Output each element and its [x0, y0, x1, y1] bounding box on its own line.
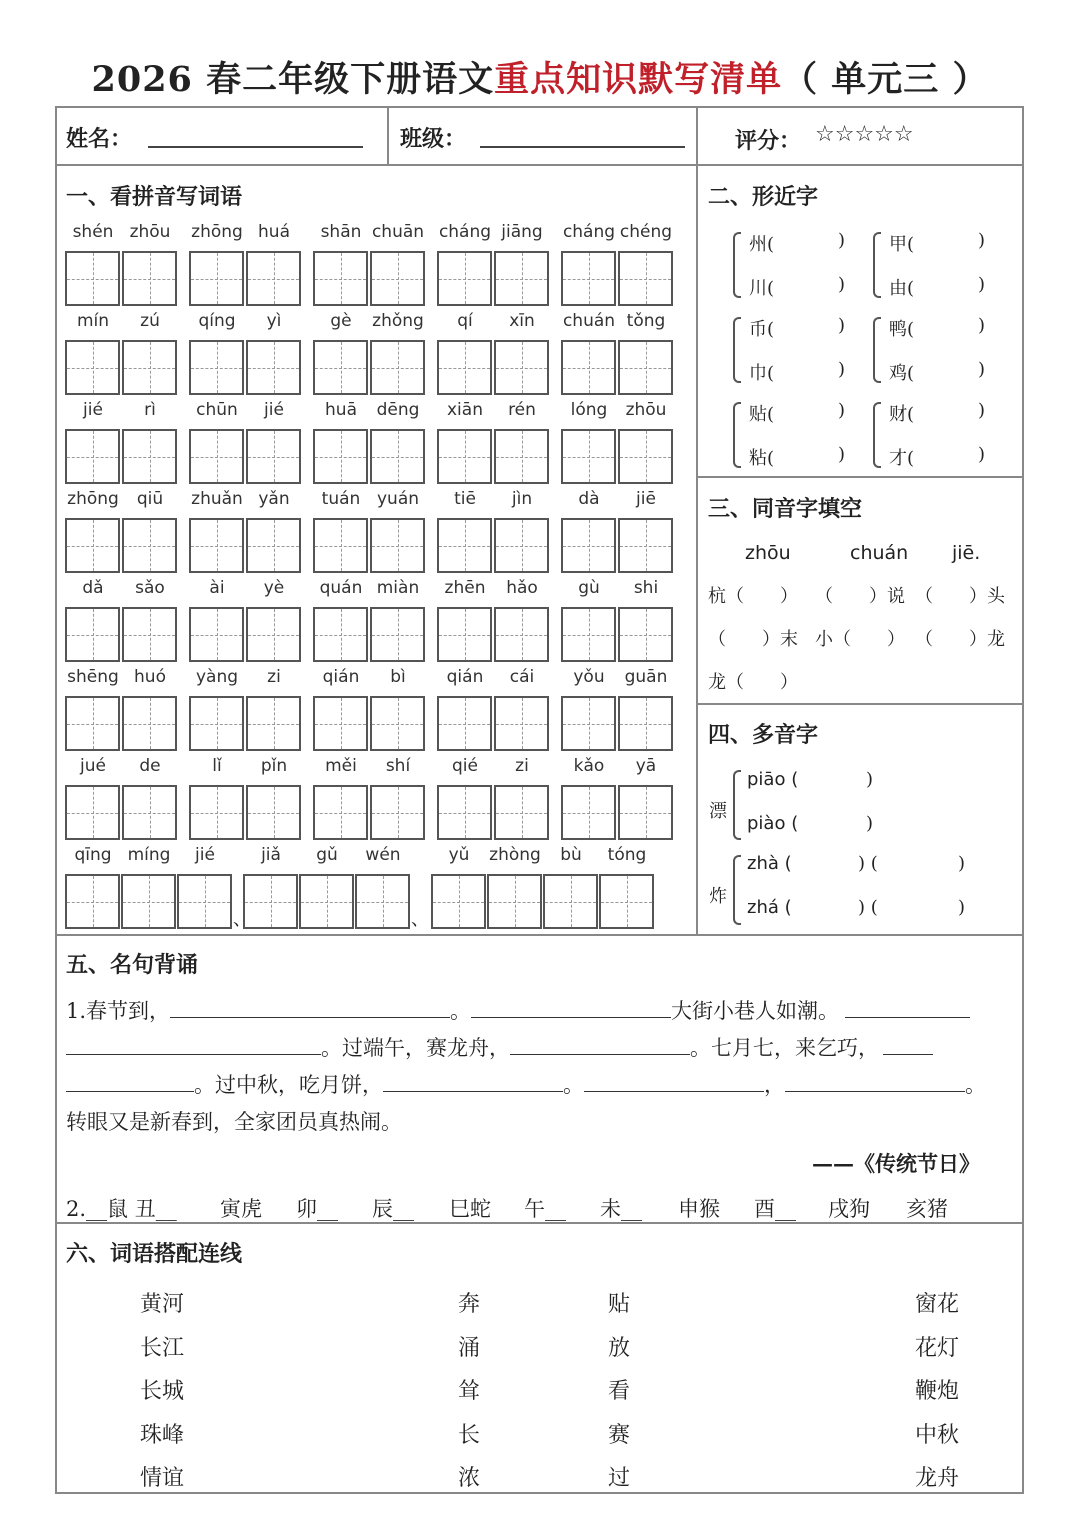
pinyin-syllable: de	[139, 756, 161, 776]
brace	[873, 402, 881, 468]
pinyin-syllable: tuán	[321, 489, 361, 509]
match-word[interactable]: 贴	[608, 1292, 631, 1317]
pinyin-syllable: gù	[578, 578, 600, 598]
pinyin-syllable: huá	[258, 222, 290, 242]
match-word[interactable]: 龙舟	[915, 1466, 960, 1491]
pinyin-syllable: shān	[320, 222, 362, 242]
writing-cell[interactable]	[246, 251, 301, 306]
poem-line-1: 1.春节到， 。 大街小巷人如潮。	[66, 993, 1016, 1030]
match-word[interactable]: 长	[458, 1422, 481, 1448]
poem-blank[interactable]	[66, 1069, 194, 1092]
homophone-pinyin: jiē.	[952, 542, 981, 564]
writing-cell[interactable]	[618, 607, 673, 662]
pinyin-syllable: miàn	[376, 578, 420, 598]
pinyin-syllable: ài	[209, 578, 225, 598]
poem-blank[interactable]	[785, 1069, 965, 1092]
brace	[733, 232, 741, 298]
homophone-blank[interactable]: （ ）末	[708, 629, 798, 650]
pinyin-syllable: tiē	[454, 489, 476, 509]
zodiac-item[interactable]: 酉__	[754, 1197, 796, 1221]
section-4-title: 四、多音字	[708, 722, 819, 748]
writing-cell[interactable]	[618, 785, 673, 840]
polyphone-reading[interactable]: zhá (	[747, 897, 792, 918]
pinyin-syllable: mín	[76, 311, 110, 331]
writing-cell[interactable]	[246, 429, 301, 484]
poem-blank[interactable]	[66, 1032, 321, 1055]
pinyin-syllable: cái	[509, 667, 535, 687]
writing-cell[interactable]	[618, 429, 673, 484]
writing-cell[interactable]	[561, 785, 616, 840]
writing-cell[interactable]	[599, 874, 654, 929]
paren: ) (	[858, 897, 878, 918]
page-title: 2026 春二年级下册语文重点知识默写清单（ 单元三 ）	[91, 59, 989, 100]
writing-cell[interactable]	[65, 340, 120, 395]
pinyin-syllable: qiū	[136, 489, 164, 509]
poem-blank[interactable]	[170, 995, 450, 1018]
divider	[55, 934, 1024, 936]
match-word[interactable]: 放	[608, 1335, 631, 1361]
zodiac-item[interactable]: 2.__鼠 丑__	[66, 1197, 177, 1221]
writing-cell[interactable]	[437, 785, 492, 840]
pinyin-syllable: zhòng	[489, 845, 541, 865]
zodiac-item[interactable]: 午__	[524, 1197, 566, 1221]
paren: )	[838, 315, 846, 336]
homophone-pinyin: zhōu	[745, 542, 791, 564]
writing-cell[interactable]	[65, 518, 120, 573]
polyphone-reading[interactable]: zhà (	[747, 853, 792, 874]
polyphone-char: 炸	[709, 886, 727, 907]
writing-cell[interactable]	[189, 340, 244, 395]
writing-cell[interactable]	[618, 251, 673, 306]
writing-cell[interactable]	[65, 607, 120, 662]
pinyin-syllable: yuán	[376, 489, 420, 509]
zodiac-item: 申猴	[678, 1197, 720, 1221]
divider	[696, 703, 1024, 705]
section-2-title: 二、形近字	[708, 184, 819, 210]
pinyin-syllable: wén	[365, 845, 401, 865]
section-6-title: 六、词语搭配连线	[66, 1241, 243, 1267]
writing-cell[interactable]	[618, 696, 673, 751]
pinyin-syllable: xiān	[447, 400, 483, 420]
writing-cell[interactable]	[494, 429, 549, 484]
pinyin-syllable: dǎ	[82, 578, 104, 598]
writing-cell[interactable]	[561, 251, 616, 306]
pinyin-syllable: zhuǎn	[191, 489, 243, 509]
match-word[interactable]: 赛	[608, 1422, 631, 1448]
pinyin-syllable: shén	[72, 222, 114, 242]
paren: )	[838, 359, 846, 380]
writing-cell[interactable]	[313, 340, 368, 395]
pinyin-syllable: yì	[266, 311, 282, 331]
writing-cell[interactable]	[122, 785, 177, 840]
writing-cell[interactable]	[121, 874, 176, 929]
pinyin-syllable: xīn	[509, 311, 535, 331]
homophone-blank[interactable]: 小（ ）	[815, 629, 905, 650]
writing-cell[interactable]	[65, 696, 120, 751]
divider	[696, 476, 1024, 478]
similar-char-blank[interactable]: 由(	[889, 278, 915, 299]
match-word[interactable]: 黄河	[140, 1292, 185, 1317]
paren: ) (	[858, 853, 878, 874]
writing-cell[interactable]	[122, 607, 177, 662]
pinyin-syllable: shi	[633, 578, 659, 598]
paren: )	[838, 444, 846, 465]
pinyin-syllable: lǐ	[212, 756, 222, 776]
writing-cell[interactable]	[370, 518, 425, 573]
writing-cell[interactable]	[618, 340, 673, 395]
similar-char-blank[interactable]: 才(	[889, 448, 915, 469]
writing-cell[interactable]	[189, 607, 244, 662]
paren: )	[978, 359, 986, 380]
polyphone-char: 漂	[709, 801, 727, 822]
pinyin-syllable: yā	[635, 756, 657, 776]
writing-cell[interactable]	[370, 429, 425, 484]
homophone-blank[interactable]: （ ）头	[915, 586, 1005, 607]
writing-cell[interactable]	[246, 785, 301, 840]
writing-cell[interactable]	[370, 696, 425, 751]
pinyin-syllable: zhēn	[444, 578, 486, 598]
poem-blank[interactable]	[510, 1032, 690, 1055]
homophone-pinyin: chuán	[850, 542, 909, 564]
pinyin-syllable: qié	[452, 756, 478, 776]
writing-cell[interactable]	[65, 429, 120, 484]
pinyin-syllable: guān	[624, 667, 668, 687]
pinyin-syllable: chuán	[562, 311, 616, 331]
pinyin-syllable: hǎo	[506, 578, 538, 598]
writing-cell[interactable]	[561, 518, 616, 573]
zodiac-item: 亥猪	[906, 1197, 948, 1221]
writing-cell[interactable]	[370, 251, 425, 306]
match-word[interactable]: 涌	[458, 1335, 481, 1361]
pinyin-syllable: qíng	[198, 311, 236, 331]
writing-cell[interactable]	[189, 251, 244, 306]
pinyin-syllable: yǎn	[258, 489, 290, 509]
writing-cell[interactable]	[313, 251, 368, 306]
pinyin-syllable: kǎo	[573, 756, 605, 776]
pinyin-syllable: bù	[560, 845, 582, 865]
section-3-title: 三、同音字填空	[708, 496, 863, 522]
pinyin-syllable: qián	[322, 667, 360, 687]
paren: )	[978, 230, 986, 251]
polyphone-reading[interactable]: piāo (	[747, 769, 799, 790]
writing-cell[interactable]	[561, 429, 616, 484]
name-field[interactable]	[148, 146, 363, 148]
similar-char-blank[interactable]: 巾(	[749, 363, 775, 384]
pinyin-syllable: chéng	[619, 222, 673, 242]
pinyin-syllable: zhōu	[129, 222, 171, 242]
pinyin-syllable: sǎo	[135, 578, 165, 598]
similar-char-blank[interactable]: 财(	[889, 404, 915, 425]
pinyin-syllable: cháng	[438, 222, 492, 242]
poem-line-3: 。过中秋，吃月饼， 。 ， 。	[66, 1067, 1016, 1104]
pinyin-syllable: quán	[319, 578, 363, 598]
pinyin-syllable: lóng	[570, 400, 608, 420]
writing-cell[interactable]	[189, 429, 244, 484]
pinyin-syllable: dēng	[376, 400, 420, 420]
pinyin-syllable: zú	[140, 311, 160, 331]
homophone-blank[interactable]: 龙（ ）	[708, 672, 798, 693]
paren: )	[978, 400, 986, 421]
writing-cell[interactable]	[561, 696, 616, 751]
match-word[interactable]: 奔	[458, 1292, 481, 1317]
match-word[interactable]: 浓	[458, 1466, 481, 1491]
writing-cell[interactable]	[122, 251, 177, 306]
pinyin-syllable: jìn	[511, 489, 533, 509]
pinyin-syllable: zhōu	[625, 400, 667, 420]
section-5-title: 五、名句背诵	[66, 952, 199, 978]
paren: )	[838, 230, 846, 251]
writing-cell[interactable]	[65, 874, 120, 929]
poem-blank[interactable]	[883, 1032, 933, 1055]
writing-cell[interactable]	[370, 607, 425, 662]
writing-cell[interactable]	[65, 251, 120, 306]
writing-cell[interactable]	[189, 785, 244, 840]
writing-cell[interactable]	[437, 696, 492, 751]
writing-cell[interactable]	[494, 518, 549, 573]
writing-cell[interactable]	[122, 696, 177, 751]
class-label: 班级：	[400, 126, 467, 152]
polyphone-reading[interactable]: piào (	[747, 813, 799, 834]
writing-cell[interactable]	[561, 340, 616, 395]
writing-cell[interactable]	[243, 874, 298, 929]
writing-cell[interactable]	[487, 874, 542, 929]
writing-cell[interactable]	[189, 696, 244, 751]
pinyin-syllable: pǐn	[260, 756, 288, 776]
paren: )	[866, 813, 874, 834]
pinyin-syllable: yè	[263, 578, 285, 598]
pinyin-syllable: qián	[446, 667, 484, 687]
pinyin-syllable: yǒu	[573, 667, 605, 687]
pinyin-syllable: míng	[127, 845, 171, 865]
divider	[55, 164, 1024, 166]
writing-cell[interactable]	[494, 785, 549, 840]
pinyin-syllable: jié	[195, 845, 215, 865]
brace	[733, 317, 741, 383]
pinyin-syllable: jié	[83, 400, 103, 420]
paren: )	[978, 274, 986, 295]
paren: )	[958, 897, 966, 918]
poem-blank[interactable]	[584, 1069, 764, 1092]
pinyin-syllable: huā	[325, 400, 357, 420]
brace	[873, 317, 881, 383]
name-label: 姓名：	[66, 126, 133, 152]
pinyin-syllable: zi	[267, 667, 281, 687]
pinyin-syllable: jiāng	[501, 222, 543, 242]
match-word[interactable]: 耸	[458, 1379, 481, 1404]
pinyin-syllable: gè	[330, 311, 352, 331]
zodiac-item: 巳蛇	[449, 1197, 491, 1221]
writing-cell[interactable]	[431, 874, 486, 929]
paren: )	[838, 400, 846, 421]
match-word[interactable]: 看	[608, 1379, 631, 1404]
pinyin-syllable: zi	[515, 756, 529, 776]
writing-cell[interactable]	[494, 696, 549, 751]
writing-cell[interactable]	[122, 340, 177, 395]
pinyin-syllable: huó	[134, 667, 166, 687]
separator: 、	[411, 909, 429, 930]
match-word[interactable]: 窗花	[915, 1292, 960, 1317]
similar-char-blank[interactable]: 鸡(	[889, 363, 915, 384]
pinyin-syllable: tǒng	[626, 311, 666, 331]
poem-line-4: 转眼又是新春到，全家团员真热闹。	[66, 1110, 402, 1134]
pinyin-syllable: rì	[144, 400, 156, 420]
similar-char-blank[interactable]: 川(	[749, 278, 775, 299]
writing-cell[interactable]	[437, 251, 492, 306]
pinyin-syllable: zhōng	[191, 222, 243, 242]
writing-cell[interactable]	[246, 696, 301, 751]
poem-blank[interactable]	[845, 995, 970, 1018]
writing-cell[interactable]	[618, 518, 673, 573]
zodiac-item[interactable]: 未__	[600, 1197, 642, 1221]
score-label: 评分：	[735, 128, 802, 154]
similar-char-blank[interactable]: 贴(	[749, 404, 775, 425]
pinyin-syllable: yǔ	[448, 845, 470, 865]
pinyin-syllable: qí	[457, 311, 473, 331]
poem-line-2: 。过端午，赛龙舟， 。七月七，来乞巧，	[66, 1030, 1016, 1067]
poem-blank[interactable]	[471, 995, 671, 1018]
writing-cell[interactable]	[370, 785, 425, 840]
pinyin-syllable: rén	[508, 400, 536, 420]
pinyin-syllable: qīng	[74, 845, 112, 865]
pinyin-syllable: dà	[578, 489, 600, 509]
similar-char-blank[interactable]: 币(	[749, 319, 775, 340]
pinyin-syllable: zhōng	[67, 489, 119, 509]
writing-cell[interactable]	[561, 607, 616, 662]
match-word[interactable]: 珠峰	[140, 1422, 185, 1448]
pinyin-syllable: shí	[385, 756, 411, 776]
paren: )	[978, 444, 986, 465]
pinyin-syllable: jiǎ	[261, 845, 281, 865]
pinyin-syllable: bì	[390, 667, 406, 687]
brace	[733, 855, 741, 925]
paren: )	[958, 853, 966, 874]
pinyin-syllable: yàng	[195, 667, 239, 687]
writing-cell[interactable]	[189, 518, 244, 573]
similar-char-blank[interactable]: 粘(	[749, 448, 775, 469]
match-word[interactable]: 鞭炮	[915, 1379, 960, 1404]
match-word[interactable]: 中秋	[915, 1422, 960, 1448]
homophone-blank[interactable]: （ ）龙	[915, 629, 1005, 650]
writing-cell[interactable]	[122, 518, 177, 573]
zodiac-item[interactable]: 辰__	[372, 1197, 414, 1221]
writing-cell[interactable]	[246, 340, 301, 395]
similar-char-blank[interactable]: 鸭(	[889, 319, 915, 340]
brace	[733, 402, 741, 468]
separator: 、	[233, 909, 251, 930]
writing-cell[interactable]	[122, 429, 177, 484]
match-word[interactable]: 长江	[140, 1335, 185, 1361]
writing-cell[interactable]	[313, 785, 368, 840]
divider	[696, 106, 698, 934]
paren: )	[978, 315, 986, 336]
zodiac-item: 戌狗	[828, 1197, 870, 1221]
section-1-title: 一、看拼音写词语	[66, 184, 243, 210]
writing-cell[interactable]	[313, 429, 368, 484]
writing-cell[interactable]	[355, 874, 410, 929]
pinyin-syllable: cháng	[562, 222, 616, 242]
brace	[733, 770, 741, 840]
pinyin-syllable: chūn	[196, 400, 238, 420]
pinyin-syllable: měi	[325, 756, 357, 776]
match-word[interactable]: 花灯	[915, 1335, 960, 1361]
similar-char-blank[interactable]: 甲(	[889, 234, 915, 255]
writing-cell[interactable]	[177, 874, 232, 929]
writing-cell[interactable]	[494, 340, 549, 395]
writing-cell[interactable]	[65, 785, 120, 840]
writing-cell[interactable]	[494, 607, 549, 662]
homophone-blank[interactable]: 杭（ ）	[708, 586, 798, 607]
class-field[interactable]	[480, 146, 685, 148]
similar-char-blank[interactable]: 州(	[749, 234, 775, 255]
writing-cell[interactable]	[313, 696, 368, 751]
pinyin-syllable: gǔ	[316, 845, 338, 865]
writing-cell[interactable]	[437, 429, 492, 484]
writing-cell[interactable]	[437, 607, 492, 662]
writing-cell[interactable]	[313, 607, 368, 662]
match-word[interactable]: 长城	[140, 1379, 185, 1404]
match-word[interactable]: 过	[608, 1466, 631, 1491]
paren: )	[866, 769, 874, 790]
poem-blank[interactable]	[383, 1069, 563, 1092]
pinyin-syllable: chuān	[371, 222, 425, 242]
homophone-blank[interactable]: （ ）说	[815, 586, 905, 607]
writing-cell[interactable]	[313, 518, 368, 573]
pinyin-syllable: jiē	[636, 489, 656, 509]
writing-cell[interactable]	[494, 251, 549, 306]
writing-cell[interactable]	[370, 340, 425, 395]
writing-cell[interactable]	[543, 874, 598, 929]
score-stars[interactable]: ☆☆☆☆☆	[815, 122, 914, 147]
poem-source: ——《传统节日》	[812, 1151, 980, 1176]
writing-cell[interactable]	[437, 518, 492, 573]
writing-cell[interactable]	[246, 518, 301, 573]
pinyin-syllable: zhǒng	[372, 311, 424, 331]
zodiac-item: 寅虎	[220, 1197, 262, 1221]
paren: )	[838, 274, 846, 295]
pinyin-syllable: tóng	[607, 845, 647, 865]
pinyin-syllable: jué	[80, 756, 106, 776]
pinyin-syllable: jié	[264, 400, 284, 420]
writing-cell[interactable]	[437, 340, 492, 395]
writing-cell[interactable]	[299, 874, 354, 929]
zodiac-item[interactable]: 卯__	[296, 1197, 338, 1221]
divider	[387, 106, 389, 164]
match-word[interactable]: 情谊	[140, 1466, 185, 1491]
brace	[873, 232, 881, 298]
writing-cell[interactable]	[246, 607, 301, 662]
pinyin-syllable: shēng	[67, 667, 119, 687]
